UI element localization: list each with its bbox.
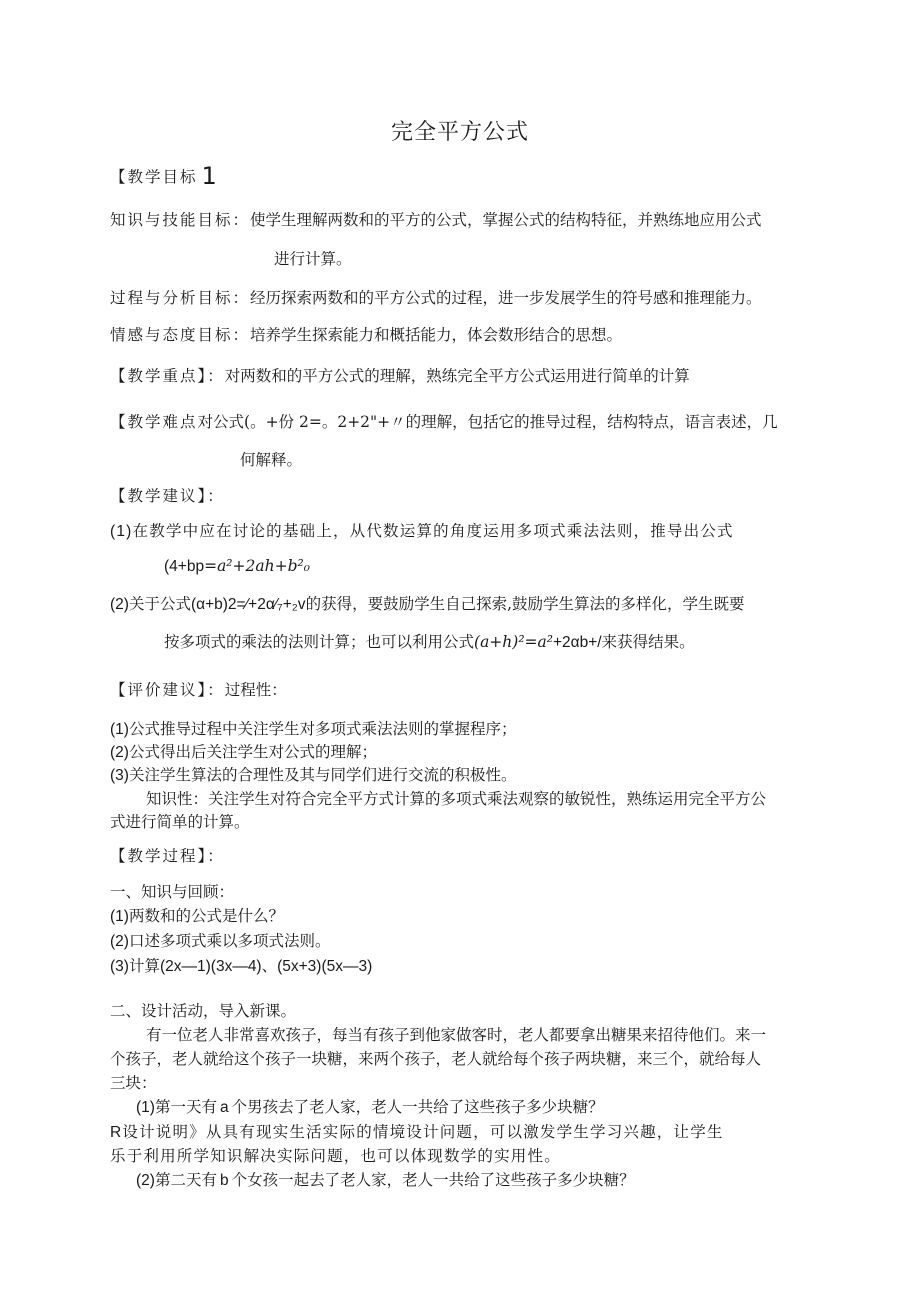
- knowledge-text: 使学生理解两数和的平方的公式，掌握公式的结构特征，并熟练地应用公式: [250, 211, 762, 229]
- review-question-3: [110, 956, 372, 977]
- suggestion-2-num: (2): [110, 596, 129, 613]
- difficulty: [110, 412, 778, 432]
- review-question-1: [110, 906, 284, 927]
- suggestion-2-cont: [164, 632, 695, 653]
- evaluation-item-3: [110, 765, 516, 786]
- evaluation-item-3-num: (3): [110, 767, 129, 784]
- story-line-2: 个孩子，老人就给这个孩子一块糖，来两个孩子，老人就给每个孩子两块糖，来三个，就给每人: [110, 1050, 762, 1068]
- emotion-text: 培养学生探索能力和概括能力，体会数形结合的思想。: [250, 326, 623, 344]
- suggestion-1: [110, 521, 734, 542]
- difficulty-formula: 对公式(。+份 2=。2+2"+〃: [197, 413, 406, 431]
- day1-question-text-a: 第一天有: [154, 1098, 217, 1116]
- evaluation-item-1: [110, 719, 516, 740]
- key-point-heading: 【教学重点】：: [110, 367, 225, 385]
- day1-question: [136, 1097, 604, 1118]
- evaluation-heading-tail: 过程性：: [224, 681, 287, 699]
- knowledge-label: 知识与技能目标：: [110, 211, 251, 229]
- knowledge-text-cont: 进行计算。: [274, 250, 352, 268]
- review-question-1-text: 两数和的公式是什么？: [128, 907, 284, 925]
- evaluation-item-1-num: (1): [110, 721, 129, 738]
- process-label: 过程与分析目标：: [110, 289, 251, 307]
- suggestion-2-text-b: 的获得，要鼓励学生自己探索,鼓励学生算法的多样化，学生既要: [305, 595, 745, 613]
- objectives-heading-text: 【教学目标: [110, 168, 198, 186]
- evaluation-heading-line: [110, 680, 287, 700]
- story-line-3: 三块：: [110, 1074, 157, 1092]
- day2-question-num: (2): [136, 1172, 155, 1189]
- day1-question-num: (1): [136, 1099, 155, 1116]
- review-question-3-text: 计算: [128, 957, 160, 975]
- process-objective: [110, 288, 762, 308]
- evaluation-item-3-text: 关注学生算法的合理性及其与同学们进行交流的积极性。: [128, 766, 517, 784]
- review-question-1-num: (1): [110, 908, 129, 925]
- evaluation-knowledge-line-1: 知识性：关注学生对符合完全平方式计算的多项式乘法观察的敏锐性，熟练运用完全平方公: [146, 790, 767, 808]
- suggestion-1-num: (1): [110, 523, 133, 540]
- suggestion-2: [110, 594, 745, 615]
- evaluation-item-2: [110, 742, 377, 763]
- page-title: 完全平方公式: [390, 120, 529, 145]
- part2-title: 二、设计活动，导入新课。: [110, 1002, 297, 1020]
- key-point-text: 对两数和的平方公式的理解，熟练完全平方公式运用进行简单的计算: [224, 367, 690, 385]
- difficulty-text-cont: 何解释。: [240, 451, 303, 469]
- suggestion-1-formula-a: (4+bp: [164, 558, 205, 575]
- suggestion-2-formula: (α+b)2=⁄+2α⁄₇+₂v: [190, 596, 306, 613]
- review-question-2-text: 口述多项式乘以多项式法则。: [128, 932, 331, 950]
- evaluation-knowledge-line-2: 式进行简单的计算。: [110, 813, 250, 831]
- suggestions-heading: 【教学建议】：: [110, 487, 225, 505]
- suggestion-1-text: 在教学中应在讨论的基础上，从代数运算的角度运用多项式乘法法则，推导出公式: [132, 522, 734, 540]
- suggestion-2-cont-formula-b: +2αb+/: [552, 634, 602, 651]
- suggestion-2-cont-b: 来获得结果。: [601, 633, 695, 651]
- review-question-3-num: (3): [110, 958, 129, 975]
- suggestion-1-formula: [164, 556, 310, 577]
- objectives-heading-num: 1: [201, 162, 219, 190]
- design-note-line-1: [110, 1122, 724, 1143]
- design-note-prefix: R: [110, 1124, 123, 1141]
- emotion-objective: [110, 325, 622, 345]
- suggestion-2-cont-formula-a: (a+h)²=a²: [474, 633, 553, 651]
- evaluation-item-1-text: 公式推导过程中关注学生对多项式乘法法则的掌握程序；: [128, 720, 517, 738]
- review-question-2: [110, 931, 330, 952]
- day2-question: [136, 1170, 635, 1191]
- review-question-3-expr: (2x—1)(3x—4)、(5x+3)(5x—3): [159, 958, 373, 975]
- day2-question-text-b: 个女孩一起去了老人家，老人一共给了这些孩子多少块糖？: [231, 1171, 635, 1189]
- story-line-1: 有一位老人非常喜欢孩子，每当有孩子到他家做客时，老人都要拿出糖果来招待他们。来一: [146, 1026, 767, 1044]
- suggestion-2-cont-a: 按多项式的乘法的法则计算；也可以利用公式: [164, 633, 475, 651]
- day1-question-var: a: [219, 1099, 229, 1116]
- objectives-heading: [110, 162, 219, 190]
- knowledge-objective: [110, 210, 762, 230]
- review-question-2-num: (2): [110, 933, 129, 950]
- day2-question-text-a: 第二天有: [154, 1171, 217, 1189]
- process-heading: 【教学过程】：: [110, 847, 225, 865]
- evaluation-item-2-num: (2): [110, 744, 129, 761]
- part1-title: 一、知识与回顾：: [110, 883, 235, 901]
- evaluation-heading: 【评价建议】：: [110, 681, 225, 699]
- design-note-line-2: 乐于利用所学知识解决实际问题，也可以体现数学的实用性。: [110, 1147, 561, 1165]
- suggestion-1-formula-b: =a²+2ah+b²₀: [204, 557, 310, 575]
- difficulty-text: 的理解，包括它的推导过程，结构特点，语言表述，几: [405, 413, 778, 431]
- day2-question-var: b: [219, 1172, 229, 1189]
- design-note-text-1: 设计说明》从具有现实生活实际的情境设计问题，可以激发学生学习兴趣，让学生: [122, 1123, 724, 1141]
- emotion-label: 情感与态度目标：: [110, 326, 251, 344]
- process-text: 经历探索两数和的平方公式的过程，进一步发展学生的符号感和推理能力。: [250, 289, 762, 307]
- suggestion-2-text-a: 关于公式: [128, 595, 191, 613]
- difficulty-heading: 【教学难点: [110, 413, 198, 431]
- key-point: [110, 366, 690, 386]
- day1-question-text-b: 个男孩去了老人家，老人一共给了这些孩子多少块糖？: [231, 1098, 604, 1116]
- evaluation-item-2-text: 公式得出后关注学生对公式的理解；: [128, 743, 377, 761]
